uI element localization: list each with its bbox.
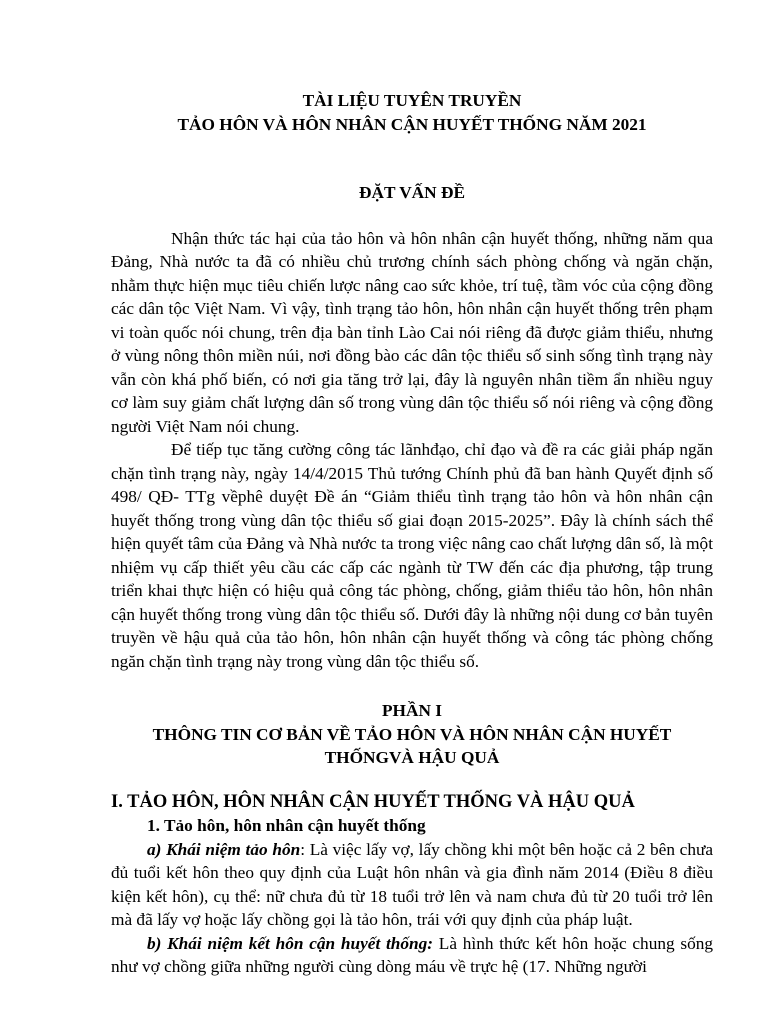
document-content: [111, 89, 713, 979]
intro-heading: ĐẶT VẤN ĐỀ: [359, 183, 465, 202]
part-title-line1: THÔNG TIN CƠ BẢN VỀ TẢO HÔN VÀ HÔN NHÂN CẬN HUYẾT: [152, 724, 672, 744]
section-heading: I. TẢO HÔN, HÔN NHÂN CẬN HUYẾT THỐNG VÀ HẬU QUẢ: [111, 791, 635, 812]
part-title-line2: THỐNGVÀ HẬU QUẢ: [324, 748, 500, 767]
subsection-heading: 1. Tảo hôn, hôn nhân cận huyết thống: [147, 816, 426, 835]
intro-paragraph-1: Nhận thức tác hại của tảo hôn và hôn nhân cận huyết thống, những năm qua Đảng, Nhà nước ta đã có nhiều chủ trương chính sách phòng chống và ngăn chặn, nhằm thực hiện mục tiêu chiến lược nâng cao sức khỏe, trí tuệ, tầm vóc của cộng đồng các dân tộc Việt Nam. Vì vậy, tình trạng tảo hôn, hôn nhân cận huyết thống trên phạm vi toàn quốc nói chung, trên địa bàn tỉnh Lào Cai nói riêng đã được giảm thiểu, nhưng ở vùng nông thôn miền núi, nơi đồng bào các dân tộc thiểu số sinh sống tình trạng này vẫn còn khá phố biến, có nơi gia tăng trở lại, đây là nguyên nhân tiềm ẩn nhiều nguy cơ làm suy giảm chất lượng dân số trong vùng dân tộc thiểu số nói riêng và cộng đồng người Việt Nam nói chung.: [111, 228, 713, 436]
document-title-line2: TẢO HÔN VÀ HÔN NHÂN CẬN HUYẾT THỐNG NĂM 2021: [177, 114, 647, 134]
definition-b-text: Là hình thức kết hôn hoặc chung sống như vợ chồng giữa những người cùng dòng máu về trực hệ (17. Những người: [111, 933, 714, 976]
definition-b: [111, 932, 713, 979]
document-title-line1: TÀI LIỆU TUYÊN TRUYỀN: [302, 91, 522, 110]
definition-b-label: b) Khái niệm kết hôn cận huyết thống:: [147, 933, 434, 953]
definition-a: [111, 838, 713, 932]
spacer: [111, 205, 713, 227]
part-label: PHẦN I: [381, 701, 442, 720]
definition-a-label: a) Khái niệm tảo hôn: [147, 839, 301, 859]
intro-paragraph-2: Để tiếp tục tăng cường công tác lãnhđạo, chỉ đạo và đề ra các giải pháp ngăn chặn tình trạng này, ngày 14/4/2015 Thủ tướng Chính phủ đã ban hành Quyết định số 498/ QĐ- TTg vềphê duyệt Đề án “Giảm thiểu tình trạng tảo hôn và hôn nhân cận huyết thống trong vùng dân tộc thiểu số giai đoạn 2015-2025”. Đây là chính sách thể hiện quyết tâm của Đảng và Nhà nước ta trong việc nâng cao chất lượng dân số, là một nhiệm vụ cấp thiết yêu cầu các cấp các ngành từ TW đến các địa phương, tập trung triển khai thực hiện có hiệu quả công tác phòng, chống, giảm thiểu tảo hôn, hôn nhân cận huyết thống trong vùng dân tộc thiểu số. Dưới đây là những nội dung cơ bản tuyên truyền về hậu quả của tảo hôn, hôn nhân cận huyết thống và công tác phòng chống ngăn chặn tình trạng này trong vùng dân tộc thiểu số.: [111, 440, 713, 671]
definition-a-text: : Là việc lấy vợ, lấy chồng khi một bên hoặc cả 2 bên chưa đủ tuổi kết hôn theo quy định của Luật hôn nhân và gia đình năm 2014 (Điều 8 điều kiện kết hôn), cụ thể: nữ chưa đủ từ 18 tuổi trở lên và nam chưa đủ từ 20 tuổi trở lên mà đã lấy vợ hoặc lấy chồng gọi là tảo hôn, trái với quy định của pháp luật.: [111, 839, 714, 929]
